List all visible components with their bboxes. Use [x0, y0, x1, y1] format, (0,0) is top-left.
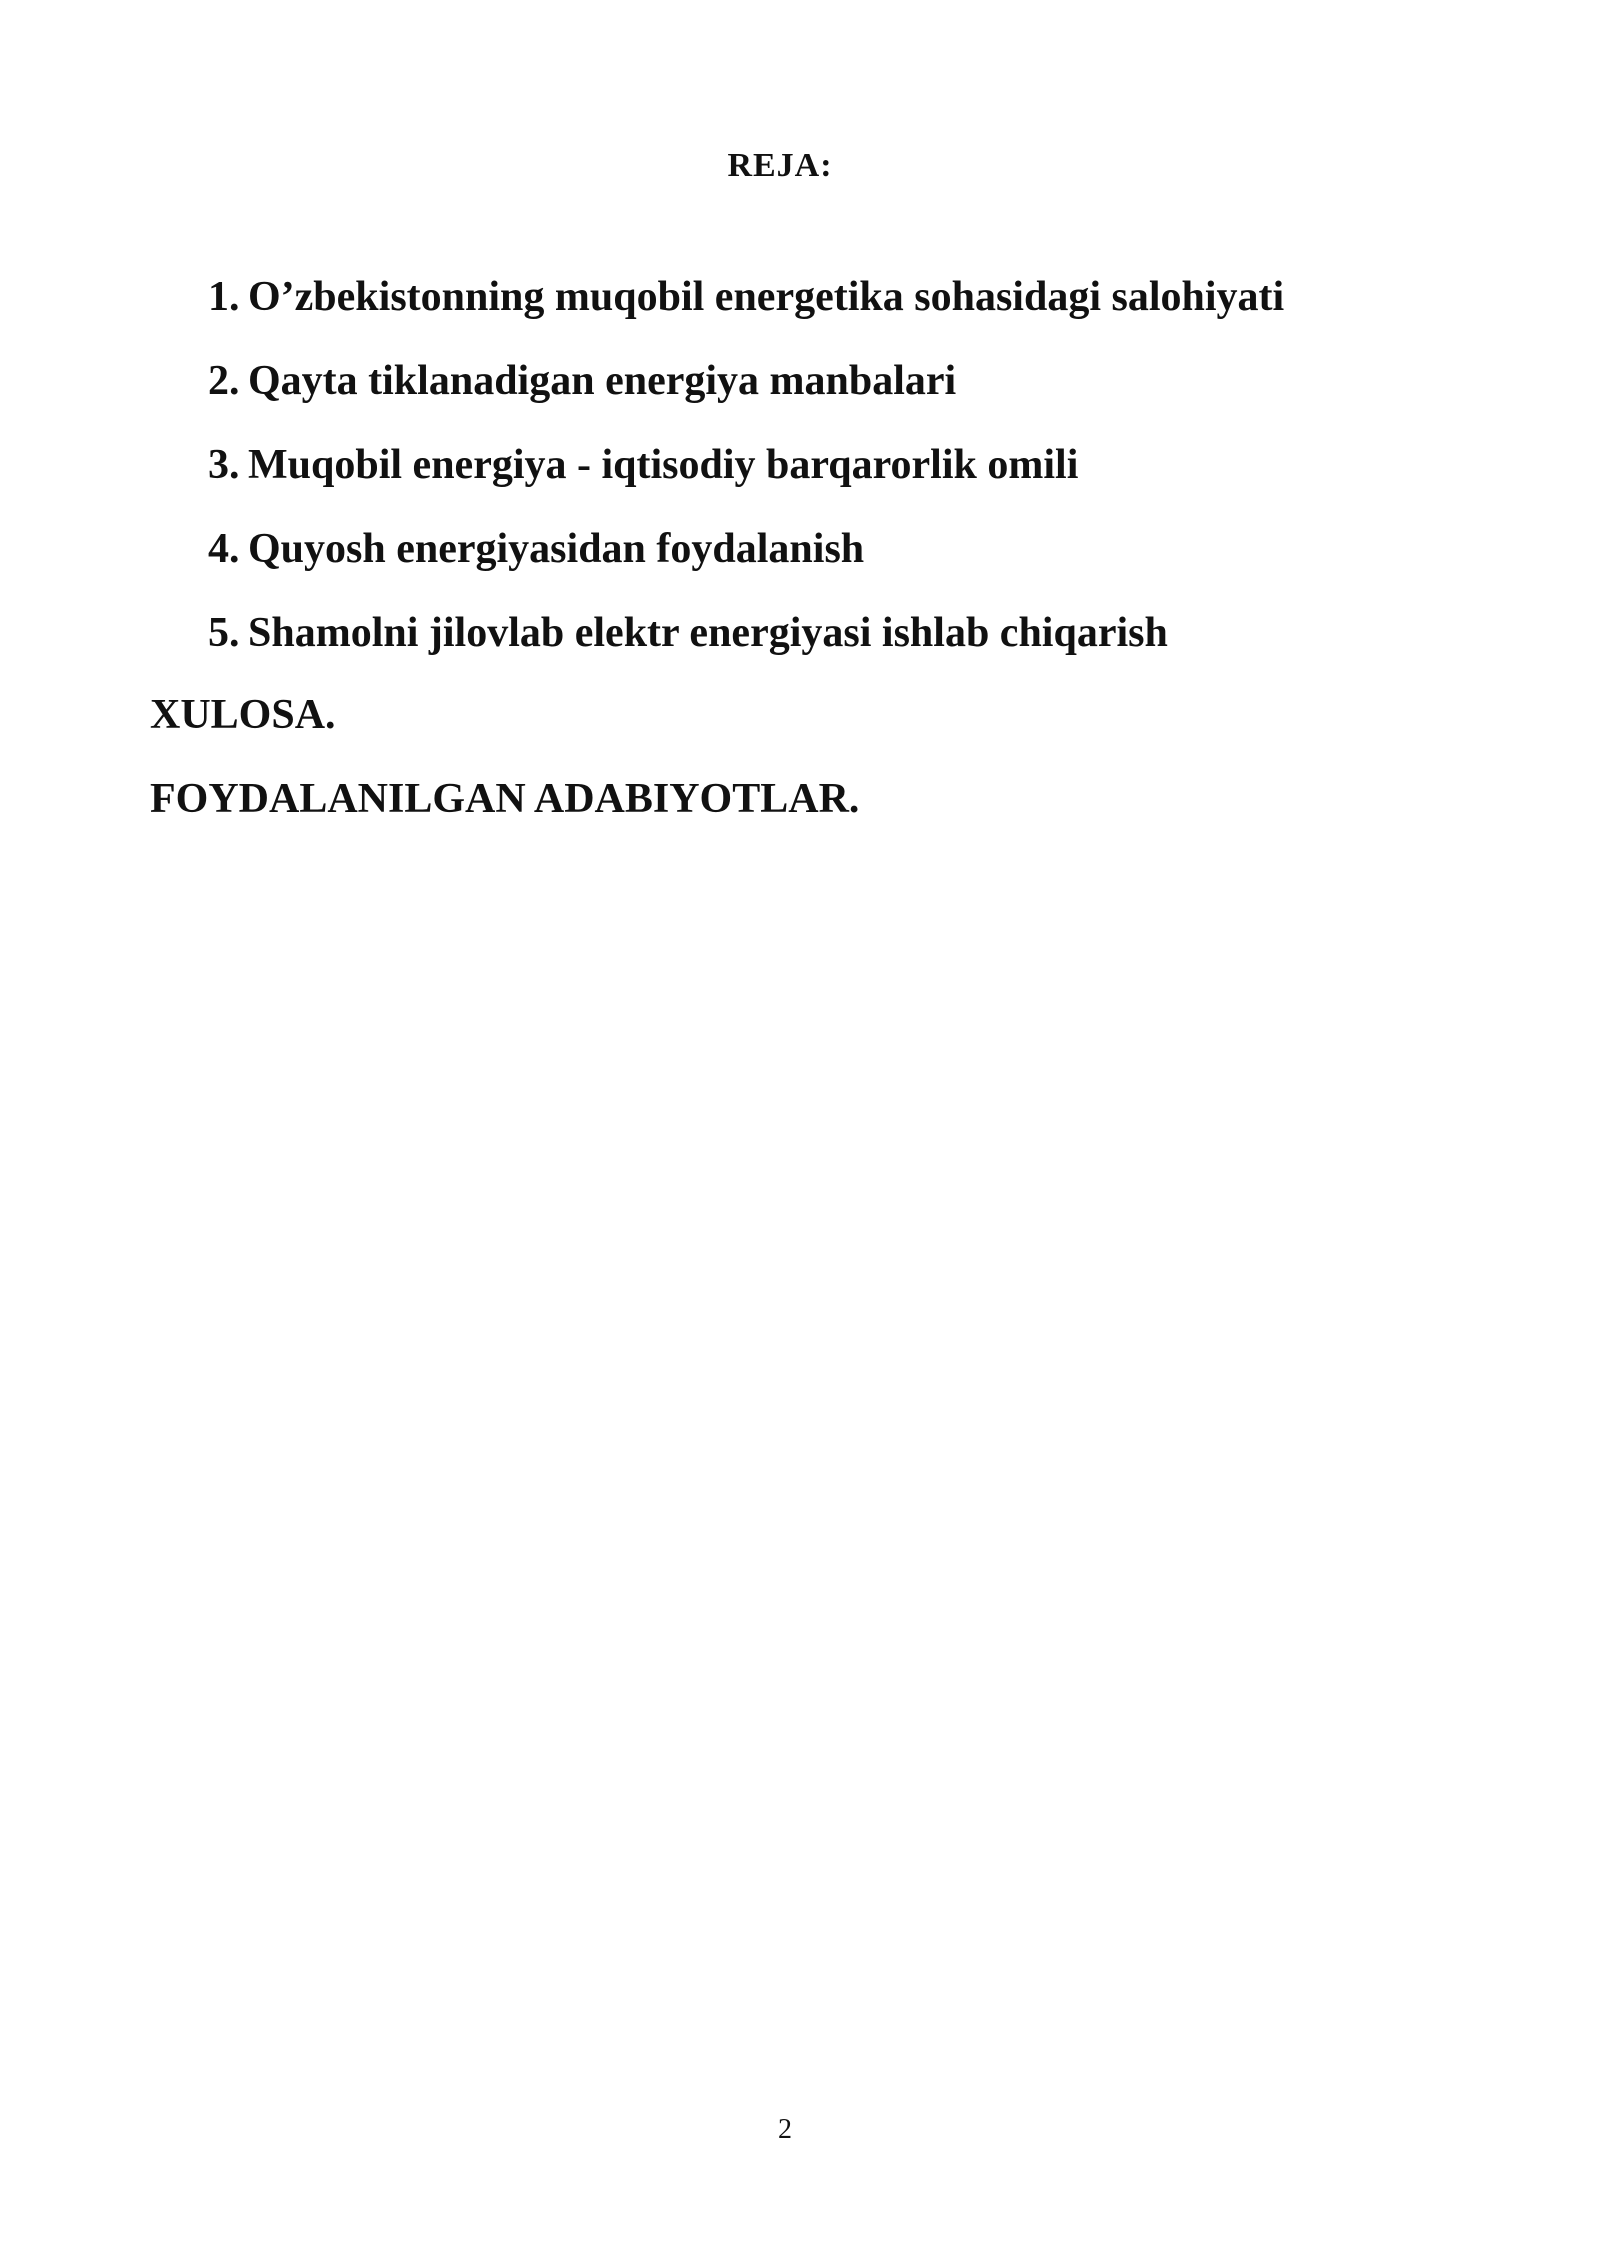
conclusion-heading: XULOSA.	[150, 692, 336, 738]
plan-item-text: Muqobil energiya - iqtisodiy barqarorlik omili	[248, 442, 1079, 488]
references-heading: FOYDALANILGAN ADABIYOTLAR.	[150, 776, 860, 822]
plan-list	[208, 272, 1284, 692]
plan-item	[208, 356, 1284, 440]
plan-item-text: Qayta tiklanadigan energiya manbalari	[248, 358, 957, 404]
plan-item	[208, 524, 1284, 608]
plan-item-number: 2.	[208, 358, 240, 404]
plan-item	[208, 272, 1284, 356]
plan-item-text: O’zbekistonning muqobil energetika sohasidagi salohiyati	[248, 274, 1285, 320]
plan-item-number: 5.	[208, 610, 240, 656]
plan-item-number: 3.	[208, 442, 240, 488]
page-number: 2	[778, 2114, 792, 2145]
plan-item-text: Shamolni jilovlab elektr energiyasi ishlab chiqarish	[248, 610, 1168, 656]
page-title: REJA:	[727, 147, 833, 184]
plan-item	[208, 440, 1284, 524]
plan-item-number: 4.	[208, 526, 240, 572]
plan-item-number: 1.	[208, 274, 240, 320]
plan-item	[208, 608, 1284, 692]
plan-item-text: Quyosh energiyasidan foydalanish	[248, 526, 865, 572]
